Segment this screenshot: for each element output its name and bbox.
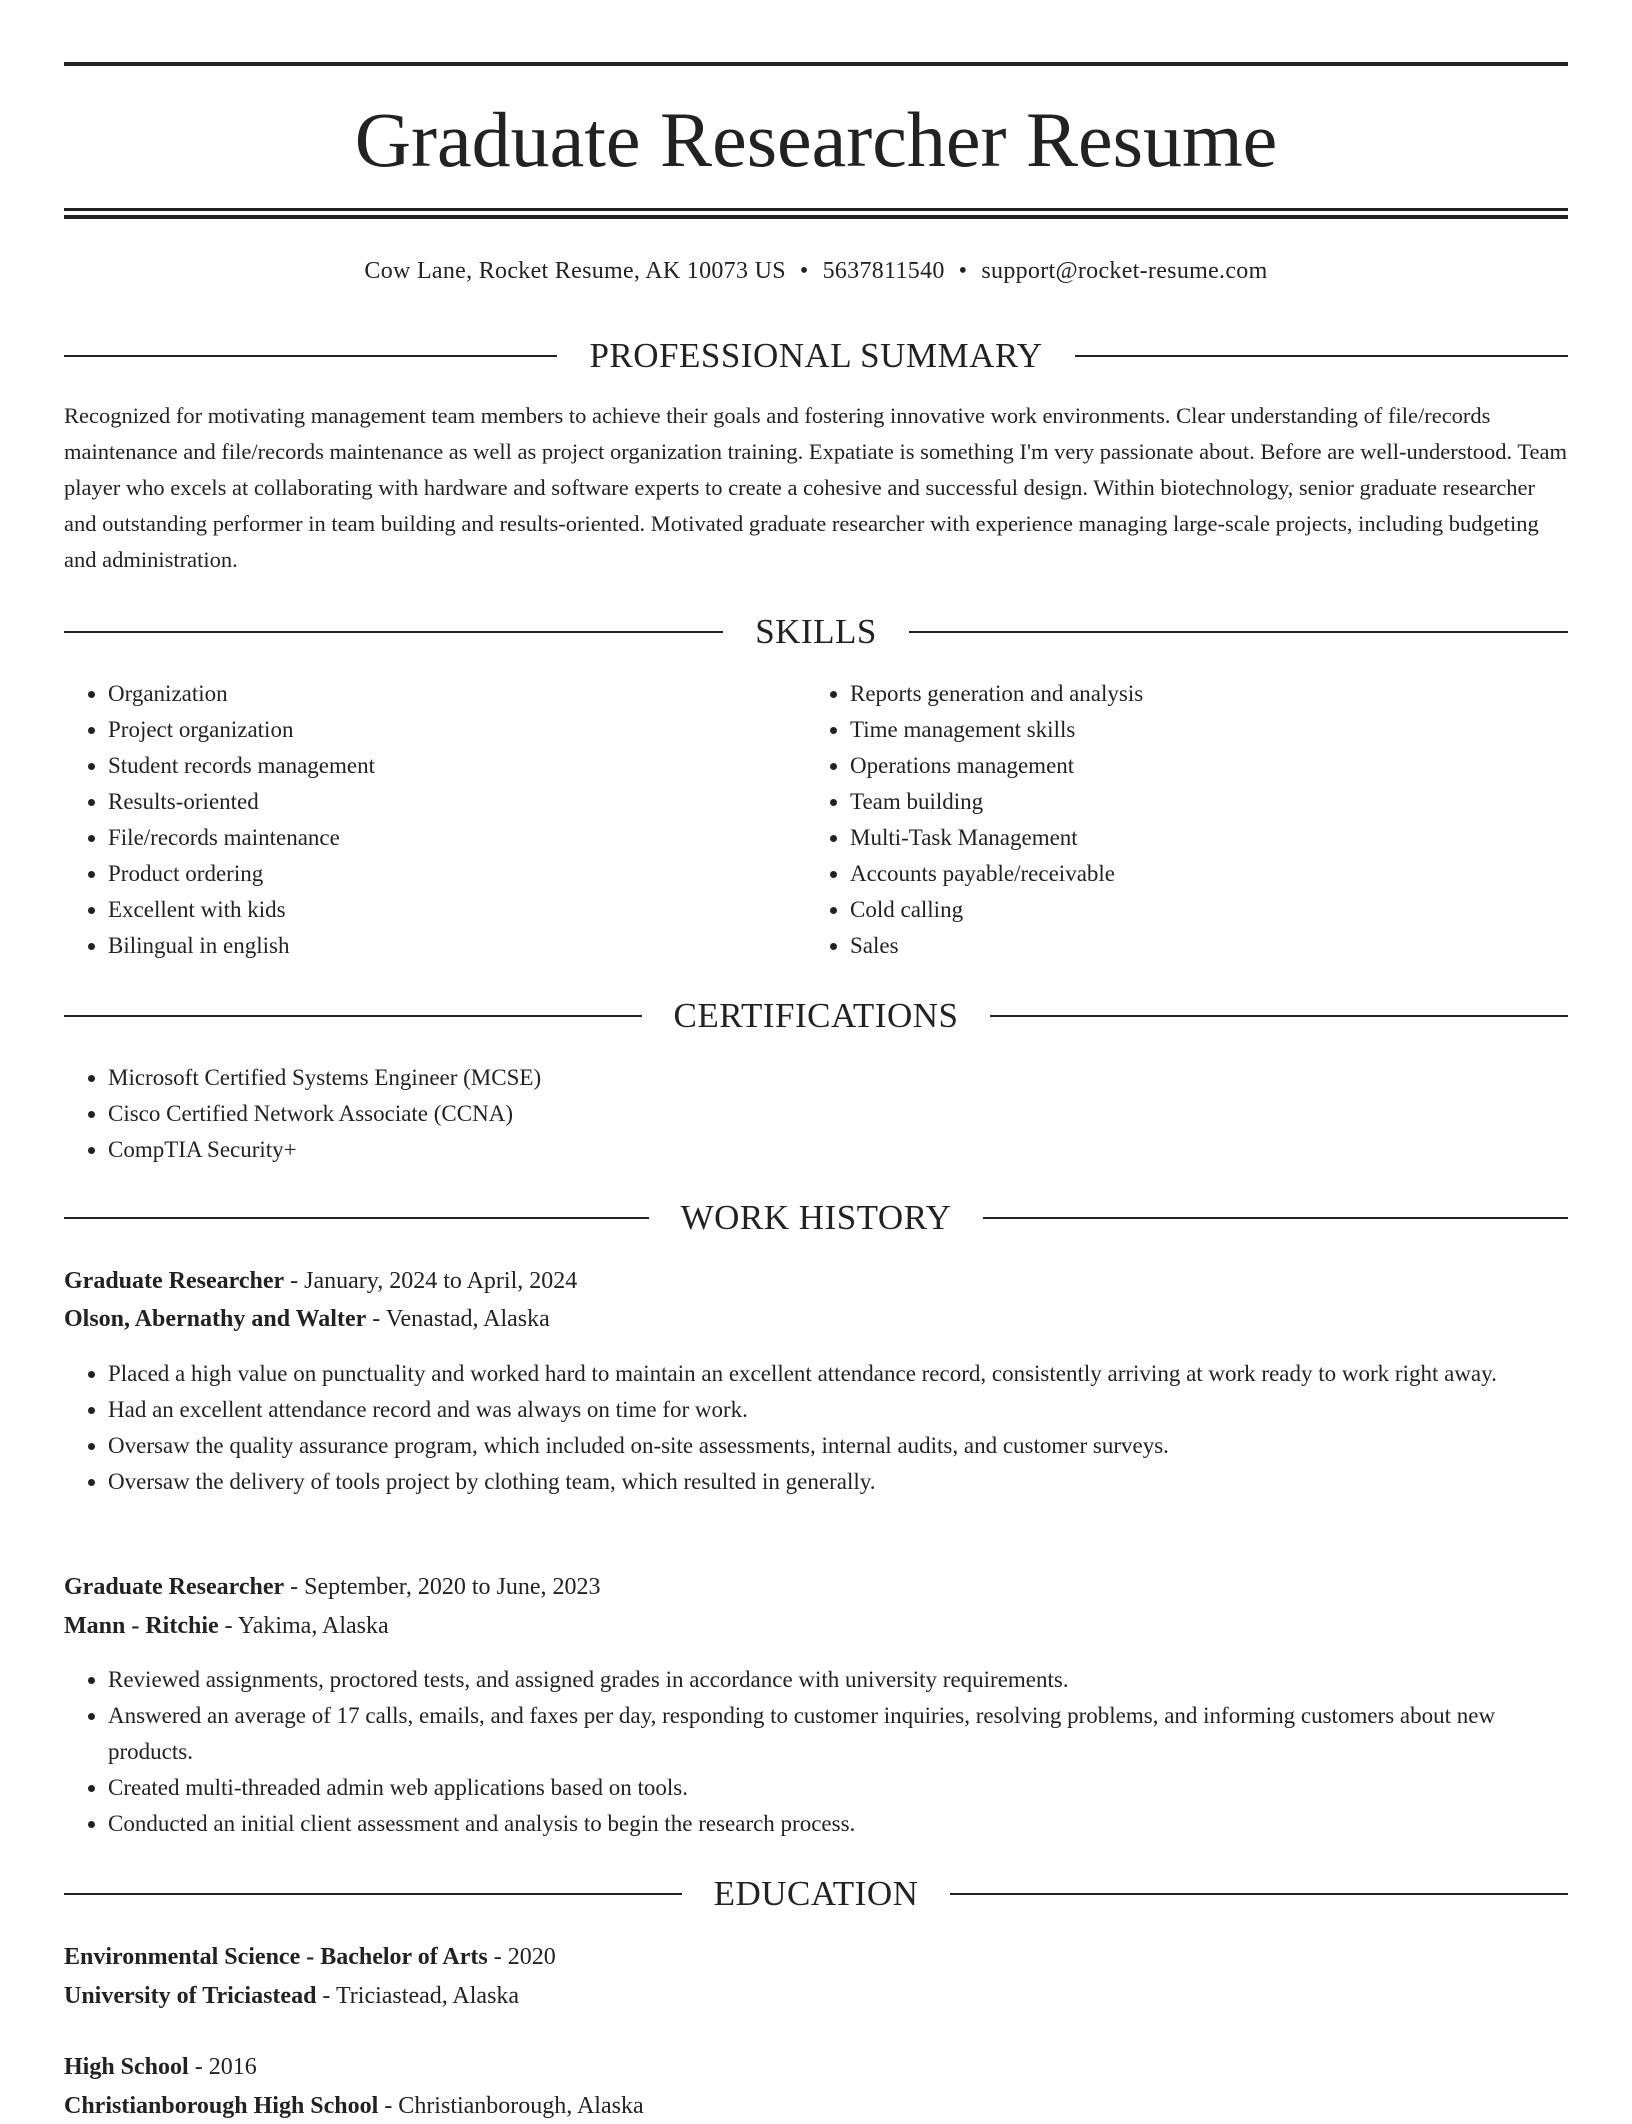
heading-rule <box>64 1217 649 1219</box>
skill-item: • Multi-Task Management <box>850 820 1610 856</box>
certifications-heading-label: CERTIFICATIONS <box>673 996 959 1035</box>
skill-item: • Accounts payable/receivable <box>850 856 1610 892</box>
contact-email: support@rocket-resume.com <box>981 258 1268 284</box>
summary-heading <box>64 334 1568 378</box>
education-location: - Triciastead, Alaska <box>316 1983 520 2009</box>
certifications-heading <box>64 994 1568 1038</box>
heading-rule <box>64 631 723 633</box>
skill-item: • Student records management <box>108 748 808 784</box>
skill-item: • Operations management <box>850 748 1610 784</box>
skill-item: • Cold calling <box>850 892 1610 928</box>
skill-item: • Project organization <box>108 712 808 748</box>
education-year: - 2016 <box>188 2054 257 2080</box>
job-location: - Venastad, Alaska <box>366 1306 550 1332</box>
job-company-line <box>64 1301 1568 1337</box>
education-degree-line <box>64 1939 1568 1975</box>
education-degree: Environmental Science - Bachelor of Arts <box>64 1944 488 1970</box>
certification-item: • Cisco Certified Network Associate (CCNA) <box>108 1096 1568 1132</box>
heading-rule <box>909 631 1568 633</box>
job-company: Mann - Ritchie <box>64 1613 219 1639</box>
education-school-line <box>64 1978 1568 2014</box>
education-school: Christianborough High School <box>64 2093 379 2119</box>
heading-rule <box>64 1893 682 1895</box>
job-bullets <box>64 1356 1568 1500</box>
heading-rule <box>1075 355 1568 357</box>
job-bullet: • Oversaw the delivery of tools project by clothing team, which resulted in generally. <box>108 1464 1568 1500</box>
job-location: - Yakima, Alaska <box>218 1613 389 1639</box>
skill-item: • Bilingual in english <box>108 928 808 964</box>
skills-heading-label: SKILLS <box>755 612 877 651</box>
title-rule-lower <box>64 215 1568 219</box>
certification-item: • Microsoft Certified Systems Engineer (MCSE) <box>108 1060 1568 1096</box>
job-bullet: • Created multi-threaded admin web applications based on tools. <box>108 1770 1568 1806</box>
skill-item: • File/records maintenance <box>108 820 808 856</box>
job-bullet: • Reviewed assignments, proctored tests, and assigned grades in accordance with university requirements. <box>108 1662 1568 1698</box>
job-company-line <box>64 1608 1568 1644</box>
job-bullet: • Oversaw the quality assurance program, which included on-site assessments, internal audits, and customer surveys. <box>108 1428 1568 1464</box>
education-heading-label: EDUCATION <box>713 1874 919 1913</box>
summary-text: Recognized for motivating management team members to achieve their goals and fostering innovative work environments. Clear understanding of file/records maintenance and file/records maintenance as well as project organization training. Expatiate is something I'm very passionate about. Before are well-understood. Team player who excels at collaborating with hardware and software experts to create a cohesive and successful design. Within biotechnology, senior graduate researcher and outstanding performer in team building and results-oriented. Motivated graduate researcher with experience managing large-scale projects, including budgeting and administration. <box>64 403 1567 572</box>
skill-item: • Organization <box>108 676 808 712</box>
certifications-list <box>64 1060 1568 1168</box>
heading-rule <box>64 1015 642 1017</box>
skill-item: • Results-oriented <box>108 784 808 820</box>
skill-item: • Reports generation and analysis <box>850 676 1610 712</box>
resume-title: Graduate Researcher Resume <box>354 96 1278 183</box>
work-heading-label: WORK HISTORY <box>680 1198 952 1237</box>
job-bullet: • Had an excellent attendance record and was always on time for work. <box>108 1392 1568 1428</box>
skill-item: • Sales <box>850 928 1610 964</box>
skill-item: • Time management skills <box>850 712 1610 748</box>
skill-item: • Product ordering <box>108 856 808 892</box>
skill-item: • Excellent with kids <box>108 892 808 928</box>
work-heading <box>64 1196 1568 1240</box>
contact-phone: 5637811540 <box>822 258 945 284</box>
education-heading <box>64 1872 1568 1916</box>
skills-heading <box>64 610 1568 654</box>
job-bullets <box>64 1662 1568 1842</box>
title-rule-upper <box>64 208 1568 211</box>
job-company: Olson, Abernathy and Walter <box>64 1306 367 1332</box>
job-title-line <box>64 1569 1568 1605</box>
education-year: - 2020 <box>487 1944 556 1970</box>
job-title: Graduate Researcher <box>64 1268 285 1294</box>
job-dates: - January, 2024 to April, 2024 <box>284 1268 578 1294</box>
contact-separator: • <box>958 258 968 284</box>
top-rule <box>64 62 1568 66</box>
contact-line <box>64 254 1568 288</box>
job-title-line <box>64 1263 1568 1299</box>
summary-heading-label: PROFESSIONAL SUMMARY <box>589 336 1043 375</box>
education-school: University of Triciastead <box>64 1983 317 2009</box>
heading-rule <box>983 1217 1568 1219</box>
job-bullet: • Answered an average of 17 calls, emails, and faxes per day, responding to customer inquiries, resolving problems, and informing customers about new products. <box>108 1698 1568 1770</box>
heading-rule <box>990 1015 1568 1017</box>
education-location: - Christianborough, Alaska <box>378 2093 644 2119</box>
job-title: Graduate Researcher <box>64 1574 285 1600</box>
certification-item: • CompTIA Security+ <box>108 1132 1568 1168</box>
contact-address: Cow Lane, Rocket Resume, AK 10073 US <box>364 258 786 284</box>
job-bullet: • Placed a high value on punctuality and worked hard to maintain an excellent attendance record, consistently arriving at work ready to work right away. <box>108 1356 1568 1392</box>
job-dates: - September, 2020 to June, 2023 <box>284 1574 601 1600</box>
education-degree: High School <box>64 2054 189 2080</box>
skill-item: • Team building <box>850 784 1610 820</box>
skills-list-right <box>806 676 1610 964</box>
heading-rule <box>950 1893 1568 1895</box>
contact-separator: • <box>799 258 809 284</box>
heading-rule <box>64 355 557 357</box>
skills-list-left <box>64 676 808 964</box>
education-degree-line <box>64 2049 1568 2085</box>
job-bullet: • Conducted an initial client assessment and analysis to begin the research process. <box>108 1806 1568 1842</box>
education-school-line <box>64 2088 1568 2124</box>
